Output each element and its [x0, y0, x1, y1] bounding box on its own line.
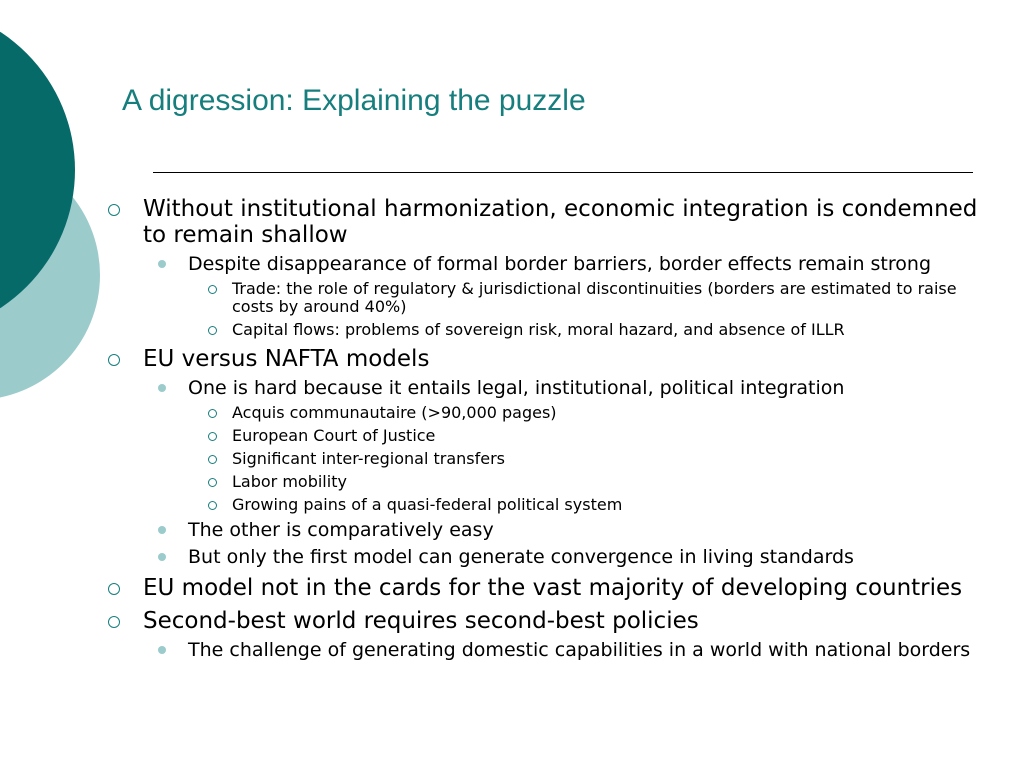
hollow-circle-bullet-icon: [108, 616, 120, 628]
bullet-text: Capital flows: problems of sovereign risk, moral hazard, and absence of ILLR: [232, 320, 845, 339]
bullet-text: One is hard because it entails legal, institutional, political integration: [188, 377, 845, 399]
filled-dot-bullet-icon: [158, 384, 166, 392]
bullet-level2: [100, 377, 1000, 399]
bullet-level2: [100, 519, 1000, 541]
bullet-text: Significant inter-regional transfers: [232, 449, 506, 468]
bullet-text: Despite disappearance of formal border barriers, border effects remain strong: [188, 253, 932, 275]
bullet-text: EU model not in the cards for the vast majority of developing countries: [143, 575, 963, 601]
hollow-circle-bullet-icon: [208, 326, 217, 335]
bullet-level2: [100, 639, 1000, 661]
bullet-text: The challenge of generating domestic capabilities in a world with national borders: [188, 639, 971, 661]
bullet-level1: [100, 346, 1000, 372]
bullet-level3: [100, 450, 1000, 468]
slide-title: A digression: Explaining the puzzle: [122, 84, 586, 117]
hollow-circle-bullet-icon: [208, 501, 217, 510]
bullet-text: Without institutional harmonization, economic integration is condemned to remain shallow: [143, 196, 978, 248]
hollow-circle-bullet-icon: [108, 583, 120, 595]
bullet-text: European Court of Justice: [232, 426, 436, 445]
filled-dot-bullet-icon: [158, 526, 166, 534]
hollow-circle-bullet-icon: [208, 478, 217, 487]
filled-dot-bullet-icon: [158, 260, 166, 268]
bullet-level1: [100, 575, 1000, 601]
bullet-text: EU versus NAFTA models: [143, 346, 430, 372]
hollow-circle-bullet-icon: [208, 285, 217, 294]
bullet-text: Trade: the role of regulatory & jurisdictional discontinuities (borders are estimated to raise costs by around 40%): [232, 279, 957, 316]
bullet-level3: [100, 404, 1000, 422]
bullet-text: Labor mobility: [232, 472, 347, 491]
bullet-text: But only the first model can generate convergence in living standards: [188, 546, 854, 568]
bullet-level1: [100, 196, 1000, 248]
bullet-level3: [100, 496, 1000, 514]
hollow-circle-bullet-icon: [208, 409, 217, 418]
bullet-level3: [100, 473, 1000, 491]
hollow-circle-bullet-icon: [208, 432, 217, 441]
bullet-level2: [100, 253, 1000, 275]
hollow-circle-bullet-icon: [208, 455, 217, 464]
bullet-text: The other is comparatively easy: [188, 519, 494, 541]
bullet-text: Second-best world requires second-best policies: [143, 608, 699, 634]
slide-body: [100, 189, 1000, 661]
hollow-circle-bullet-icon: [108, 204, 120, 216]
bullet-level3: [100, 280, 1000, 316]
bullet-level1: [100, 608, 1000, 634]
bullet-text: Growing pains of a quasi-federal political system: [232, 495, 623, 514]
filled-dot-bullet-icon: [158, 646, 166, 654]
filled-dot-bullet-icon: [158, 553, 166, 561]
hollow-circle-bullet-icon: [108, 354, 120, 366]
title-underline: [153, 172, 973, 173]
bullet-level2: [100, 546, 1000, 568]
bullet-text: Acquis communautaire (>90,000 pages): [232, 403, 557, 422]
bullet-level3: [100, 321, 1000, 339]
bullet-level3: [100, 427, 1000, 445]
